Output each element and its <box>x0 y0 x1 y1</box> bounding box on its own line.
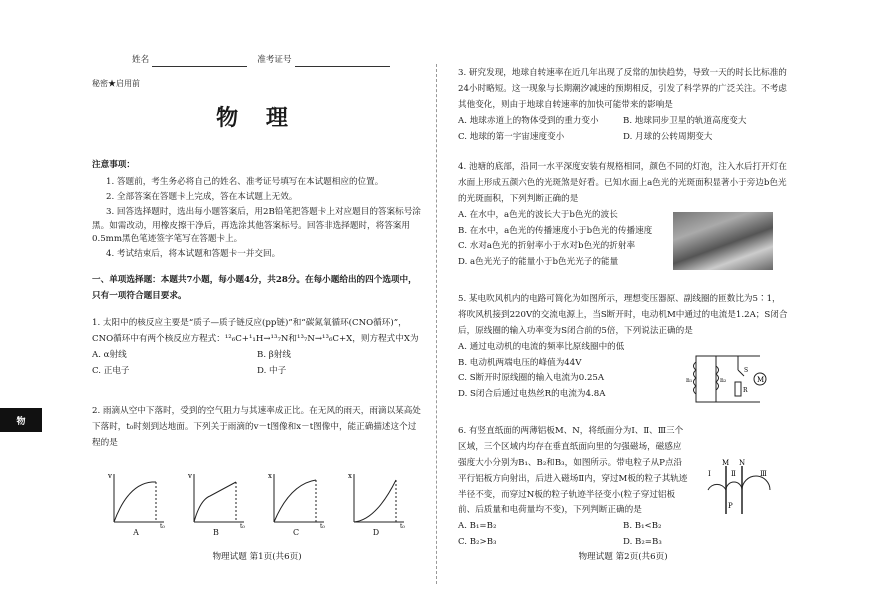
y-axis-label: x <box>348 472 352 480</box>
option-d: D. S闭合后通过电热丝R的电流为4.8A <box>458 389 606 400</box>
options <box>458 208 668 272</box>
graph-b-label: B <box>213 528 219 537</box>
graph-c-plot <box>266 470 326 528</box>
left-page <box>92 0 422 615</box>
pond-lights-photo <box>673 212 773 270</box>
graph-d-plot <box>346 470 406 528</box>
y-axis-label: v <box>108 472 112 480</box>
graph-c-label: C <box>292 528 300 537</box>
plate-m-label: M <box>722 459 730 467</box>
option-c: C. B₂>B₃ <box>458 537 497 548</box>
transformer-circuit-diagram <box>686 352 776 408</box>
graph-a-label: A <box>133 528 139 537</box>
switch-label: S <box>744 367 749 374</box>
graph-d <box>346 470 406 539</box>
question-stem: 3. 研究发现，地球自转速率在近几年出现了反常的加快趋势，导致一天的时长比标准的24小时略短。这一现象与长期潮汐减速的预期相反，引发了科学界的广泛关注。不考虑其他变化，则由于地球自转速率的加快可能带来的影响是 <box>458 68 787 110</box>
notice-item: 1. 答题前，考生务必将自己的姓名、准考证号填写在本试题相应的位置。 <box>106 176 384 187</box>
option-b: B. 电动机两端电压的峰值为44V <box>458 357 582 368</box>
page-footer-right: 物理试题 第2页(共6页) <box>578 552 668 562</box>
t0-label: t₀ <box>240 523 245 528</box>
page-divider <box>436 64 437 584</box>
option-b: B. β射线 <box>257 349 291 360</box>
option-c: C. 地球的第一宇宙速度变小 <box>458 131 565 142</box>
y-axis-label: v <box>188 472 192 480</box>
option-d: D. 中子 <box>257 365 287 376</box>
question-2 <box>92 404 422 452</box>
plate-n-label: N <box>739 459 746 467</box>
option-b: B. 地球同步卫星的轨道高度变大 <box>623 115 747 126</box>
magnetic-field-diagram <box>698 458 783 518</box>
y-axis-label: x <box>268 472 272 480</box>
question-stem: 5. 某电吹风机内的电路可简化为如图所示，理想变压器原、副线圈的匝数比为5∶1，将吹风机接到220V的交流电源上，当S断开时，电动机M中通过的电流是1.2A；S闭合后，原线圈的输入功率变为S闭合前的5倍，下列说法正确的是 <box>458 294 788 336</box>
point-p-label: P <box>728 502 733 510</box>
question-stem: 6. 有竖直纸面的两薄铝板M、N，将纸面分为Ⅰ、Ⅱ、Ⅲ三个区域，三个区域内均存在垂直纸面向里的匀强磁场，磁感应强度大小分别为B₁、B₂和B₃，如图所示。带电粒子从P点沿平行铝板方向射出，后进入磁场Ⅱ内，穿过M板的粒子其轨迹半径不变，而穿过N板的粒子轨迹半径变小(粒子穿过铝板前、后质量和电荷量均不变)，下列判断正确的是 <box>458 426 688 516</box>
t0-label: t₀ <box>320 523 325 528</box>
option-c: C. 正电子 <box>92 365 130 376</box>
question-stem: 1. 太阳中的核反应主要是“质子—质子链反应(pp链)”和“碳氮氧循环(CNO循环)”，CNO循环中有两个核反应方程式：¹²₆C+¹₁H→¹³₇N和¹³₇N→¹³₆C+X，则方程式中X为 <box>92 318 419 344</box>
option-d: D. 月球的公转周期变大 <box>623 131 713 142</box>
right-page <box>458 0 788 615</box>
option-a: A. 在水中，a色光的波长大于b色光的波长 <box>458 209 618 220</box>
region-2-label: Ⅱ <box>731 470 736 478</box>
options <box>458 114 788 146</box>
page-footer-left: 物理试题 第1页(共6页) <box>212 552 302 562</box>
section-heading: 一、单项选择题：本题共7小题，每小题4分，共28分。在每小题给出的四个选项中，只有一项符合题目要求。 <box>92 275 417 302</box>
t0-label: t₀ <box>400 523 405 528</box>
option-a: A. α射线 <box>92 349 127 360</box>
primary-coil-label: n₁ <box>686 377 693 384</box>
notice-item: 4. 考试结束后，将本试题和答题卡一并交回。 <box>106 249 281 260</box>
options <box>458 340 678 404</box>
motor-label: M <box>757 376 765 384</box>
question-stem: 4. 池塘的底部，沿同一水平深度安装有规格相同，颜色不同的灯泡，注入水后打开灯在水面上形成五颜六色的光斑煞是好看。已知水面上a色光的光斑面积显著小于旁边b色光的光斑面积，下列判断正确的是 <box>458 162 787 204</box>
graph-a <box>106 470 166 539</box>
option-a: A. B₁=B₂ <box>458 521 497 532</box>
question-1 <box>92 316 422 380</box>
subject-side-tab: 物 <box>0 408 42 432</box>
graph-b-plot <box>186 470 246 528</box>
secondary-coil-label: n₂ <box>720 377 727 384</box>
resistor-label: R <box>743 387 748 394</box>
graph-d-label: D <box>372 528 380 537</box>
option-a: A. 通过电动机的电流的频率比原线圈中的低 <box>458 341 625 352</box>
page-title: 物 理 <box>216 106 298 131</box>
option-c: C. S断开时原线圈的输入电流为0.25A <box>458 373 605 384</box>
graph-b <box>186 470 246 539</box>
name-bar <box>132 55 390 67</box>
graph-c <box>266 470 326 539</box>
question-3 <box>458 66 788 145</box>
option-d: D. B₂=B₃ <box>623 537 662 548</box>
options <box>92 348 422 380</box>
question-stem: 2. 雨滴从空中下落时，受到的空气阻力与其速率成正比。在无风的雨天，雨滴以某高处下落时，t₀时刻到达地面。下列关于雨滴的v－t图像和x－t图像中，能正确描述这个过程的是 <box>92 406 421 448</box>
option-b: B. B₁<B₂ <box>623 521 662 532</box>
name-field: 姓名 <box>132 55 247 67</box>
graph-a-plot <box>106 470 166 528</box>
notice-heading: 注意事项： <box>92 160 135 170</box>
secret-label: 秘密★启用前 <box>92 79 140 88</box>
t0-label: t₀ <box>160 523 165 528</box>
region-1-label: Ⅰ <box>708 470 711 478</box>
option-a: A. 地球赤道上的物体受到的重力变小 <box>458 115 599 126</box>
notice-block <box>92 160 422 263</box>
notice-item: 3. 回答选择题时，选出每小题答案后，用2B铅笔把答题卡上对应题目的答案标号涂黑。如需改动，用橡皮擦干净后，再选涂其他答案标号。回答非选择题时，将答案用0.5mm黑色笔迹签字笔写在答题卡上。 <box>92 207 421 244</box>
graph-options <box>106 470 406 539</box>
option-b: B. 在水中，a色光的传播速度小于b色光的传播速度 <box>458 225 653 236</box>
notice-item: 2. 全部答案在答题卡上完成，答在本试题上无效。 <box>106 191 298 202</box>
exam-number-field: 准考证号 <box>257 55 389 67</box>
region-3-label: Ⅲ <box>760 470 767 478</box>
option-d: D. a色光光子的能量小于b色光光子的能量 <box>458 257 619 268</box>
options <box>458 519 788 551</box>
option-c: C. 水对a色光的折射率小于水对b色光的折射率 <box>458 241 636 252</box>
